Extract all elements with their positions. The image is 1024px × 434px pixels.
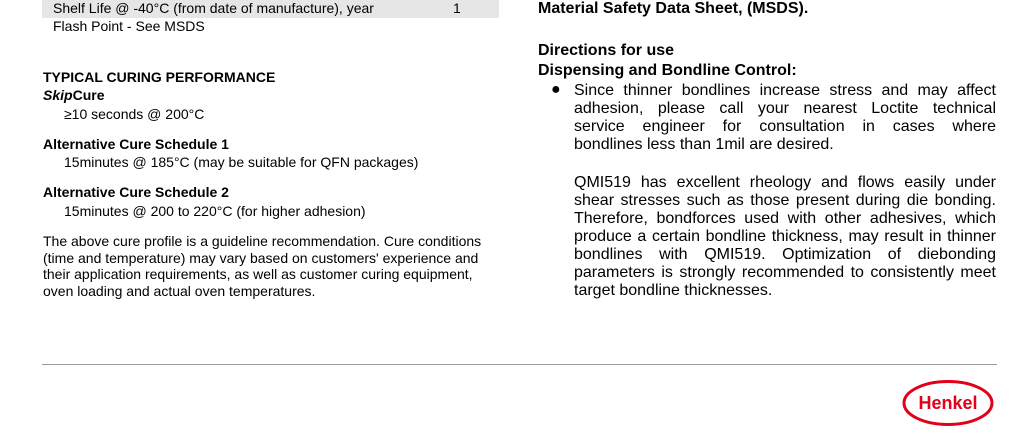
cure-note-line: their application requirements, as well as customer curing equipment, <box>43 266 473 282</box>
cure-note-paragraph <box>43 233 508 299</box>
directions-heading: Directions for use <box>538 42 675 59</box>
paragraph-line: produce a certain bondline thickness, may result in thinner <box>574 228 996 245</box>
paragraph-line: adhesion, please call your nearest Loctite technical <box>574 100 996 117</box>
footer-divider <box>42 364 997 365</box>
alt-cure-2-heading: Alternative Cure Schedule 2 <box>43 184 229 200</box>
paragraph-line: shear stresses such as those present during die bonding. <box>574 192 996 209</box>
paragraph-line: bondlines less than 1mil are desired. <box>574 136 834 153</box>
paragraph-line: target bondline thicknesses. <box>574 282 773 299</box>
paragraph-line: Therefore, bondforces used with other adhesives, which <box>574 210 996 227</box>
skipcure-value: ≥10 seconds @ 200°C <box>64 106 205 122</box>
shelf-life-value: 1 <box>453 0 461 16</box>
skipcure-rest: Cure <box>72 87 105 103</box>
henkel-logo <box>902 379 994 427</box>
cure-note-line: The above cure profile is a guideline recommendation. Cure conditions <box>43 233 482 249</box>
alt-cure-1-value: 15minutes @ 185°C (may be suitable for QFN packages) <box>64 154 419 170</box>
alt-cure-2-value: 15minutes @ 200 to 220°C (for higher adhesion) <box>64 203 366 219</box>
bullet-icon: ● <box>551 81 561 98</box>
curing-heading: TYPICAL CURING PERFORMANCE <box>43 69 276 85</box>
msds-reference: Material Safety Data Sheet, (MSDS). <box>538 0 809 17</box>
skipcure-heading <box>43 87 104 103</box>
shelf-life-label: Shelf Life @ -40°C (from date of manufacture), year <box>53 0 374 16</box>
paragraph-line: service engineer for consultation in cases where <box>574 118 996 135</box>
cure-note-line: oven loading and actual oven temperatures. <box>43 282 316 299</box>
shelf-life-row <box>42 0 499 18</box>
alt-cure-1-heading: Alternative Cure Schedule 1 <box>43 136 229 152</box>
cure-note-line: (time and temperature) may vary based on customers' experience and <box>43 249 479 266</box>
logo-wordmark: Henkel <box>918 393 978 413</box>
paragraph-line: Since thinner bondlines increase stress and may affect <box>574 82 996 99</box>
dispensing-heading: Dispensing and Bondline Control: <box>538 62 797 79</box>
paragraph-line: QMI519 has excellent rheology and flows easily under <box>574 174 996 191</box>
rheology-paragraph <box>574 174 996 300</box>
flash-point-text: Flash Point - See MSDS <box>53 18 205 34</box>
paragraph-line: parameters is strongly recommended to consistently meet <box>574 264 996 281</box>
paragraph-line: bondlines with QMI519. Optimization of diebonding <box>574 246 996 263</box>
skipcure-italic: Skip <box>43 87 73 103</box>
bondline-paragraph <box>574 82 996 154</box>
